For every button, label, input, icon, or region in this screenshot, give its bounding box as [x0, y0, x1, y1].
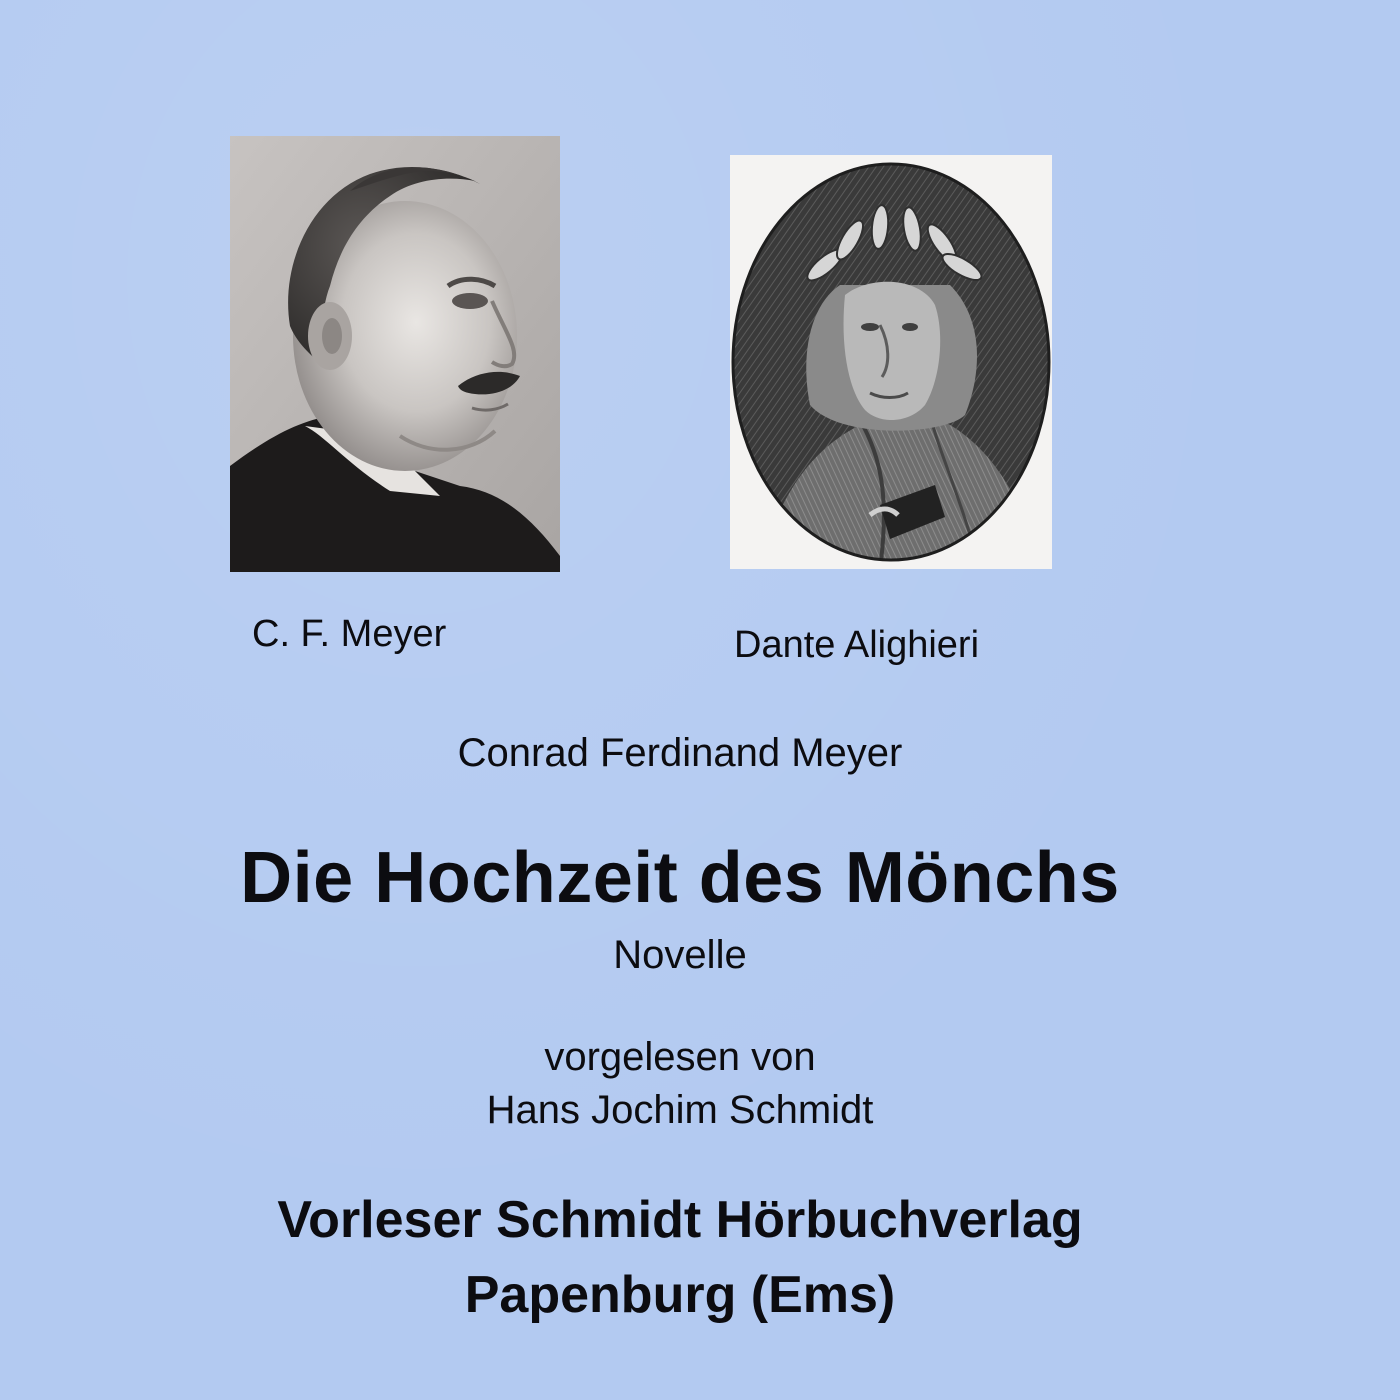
author-name: Conrad Ferdinand Meyer [457, 731, 903, 775]
meyer-portrait-image [230, 136, 560, 572]
dante-caption: Dante Alighieri [734, 624, 980, 666]
meyer-caption: C. F. Meyer [252, 613, 447, 655]
book-title: Die Hochzeit des Mönchs [240, 838, 1120, 918]
genre-label: Novelle [613, 933, 747, 977]
narrator-name: Hans Jochim Schmidt [486, 1088, 874, 1132]
read-by-label: vorgelesen von [544, 1035, 816, 1079]
publisher-location: Papenburg (Ems) [464, 1266, 896, 1324]
publisher-name: Vorleser Schmidt Hörbuchverlag [277, 1191, 1083, 1249]
dante-portrait-image [730, 155, 1052, 569]
